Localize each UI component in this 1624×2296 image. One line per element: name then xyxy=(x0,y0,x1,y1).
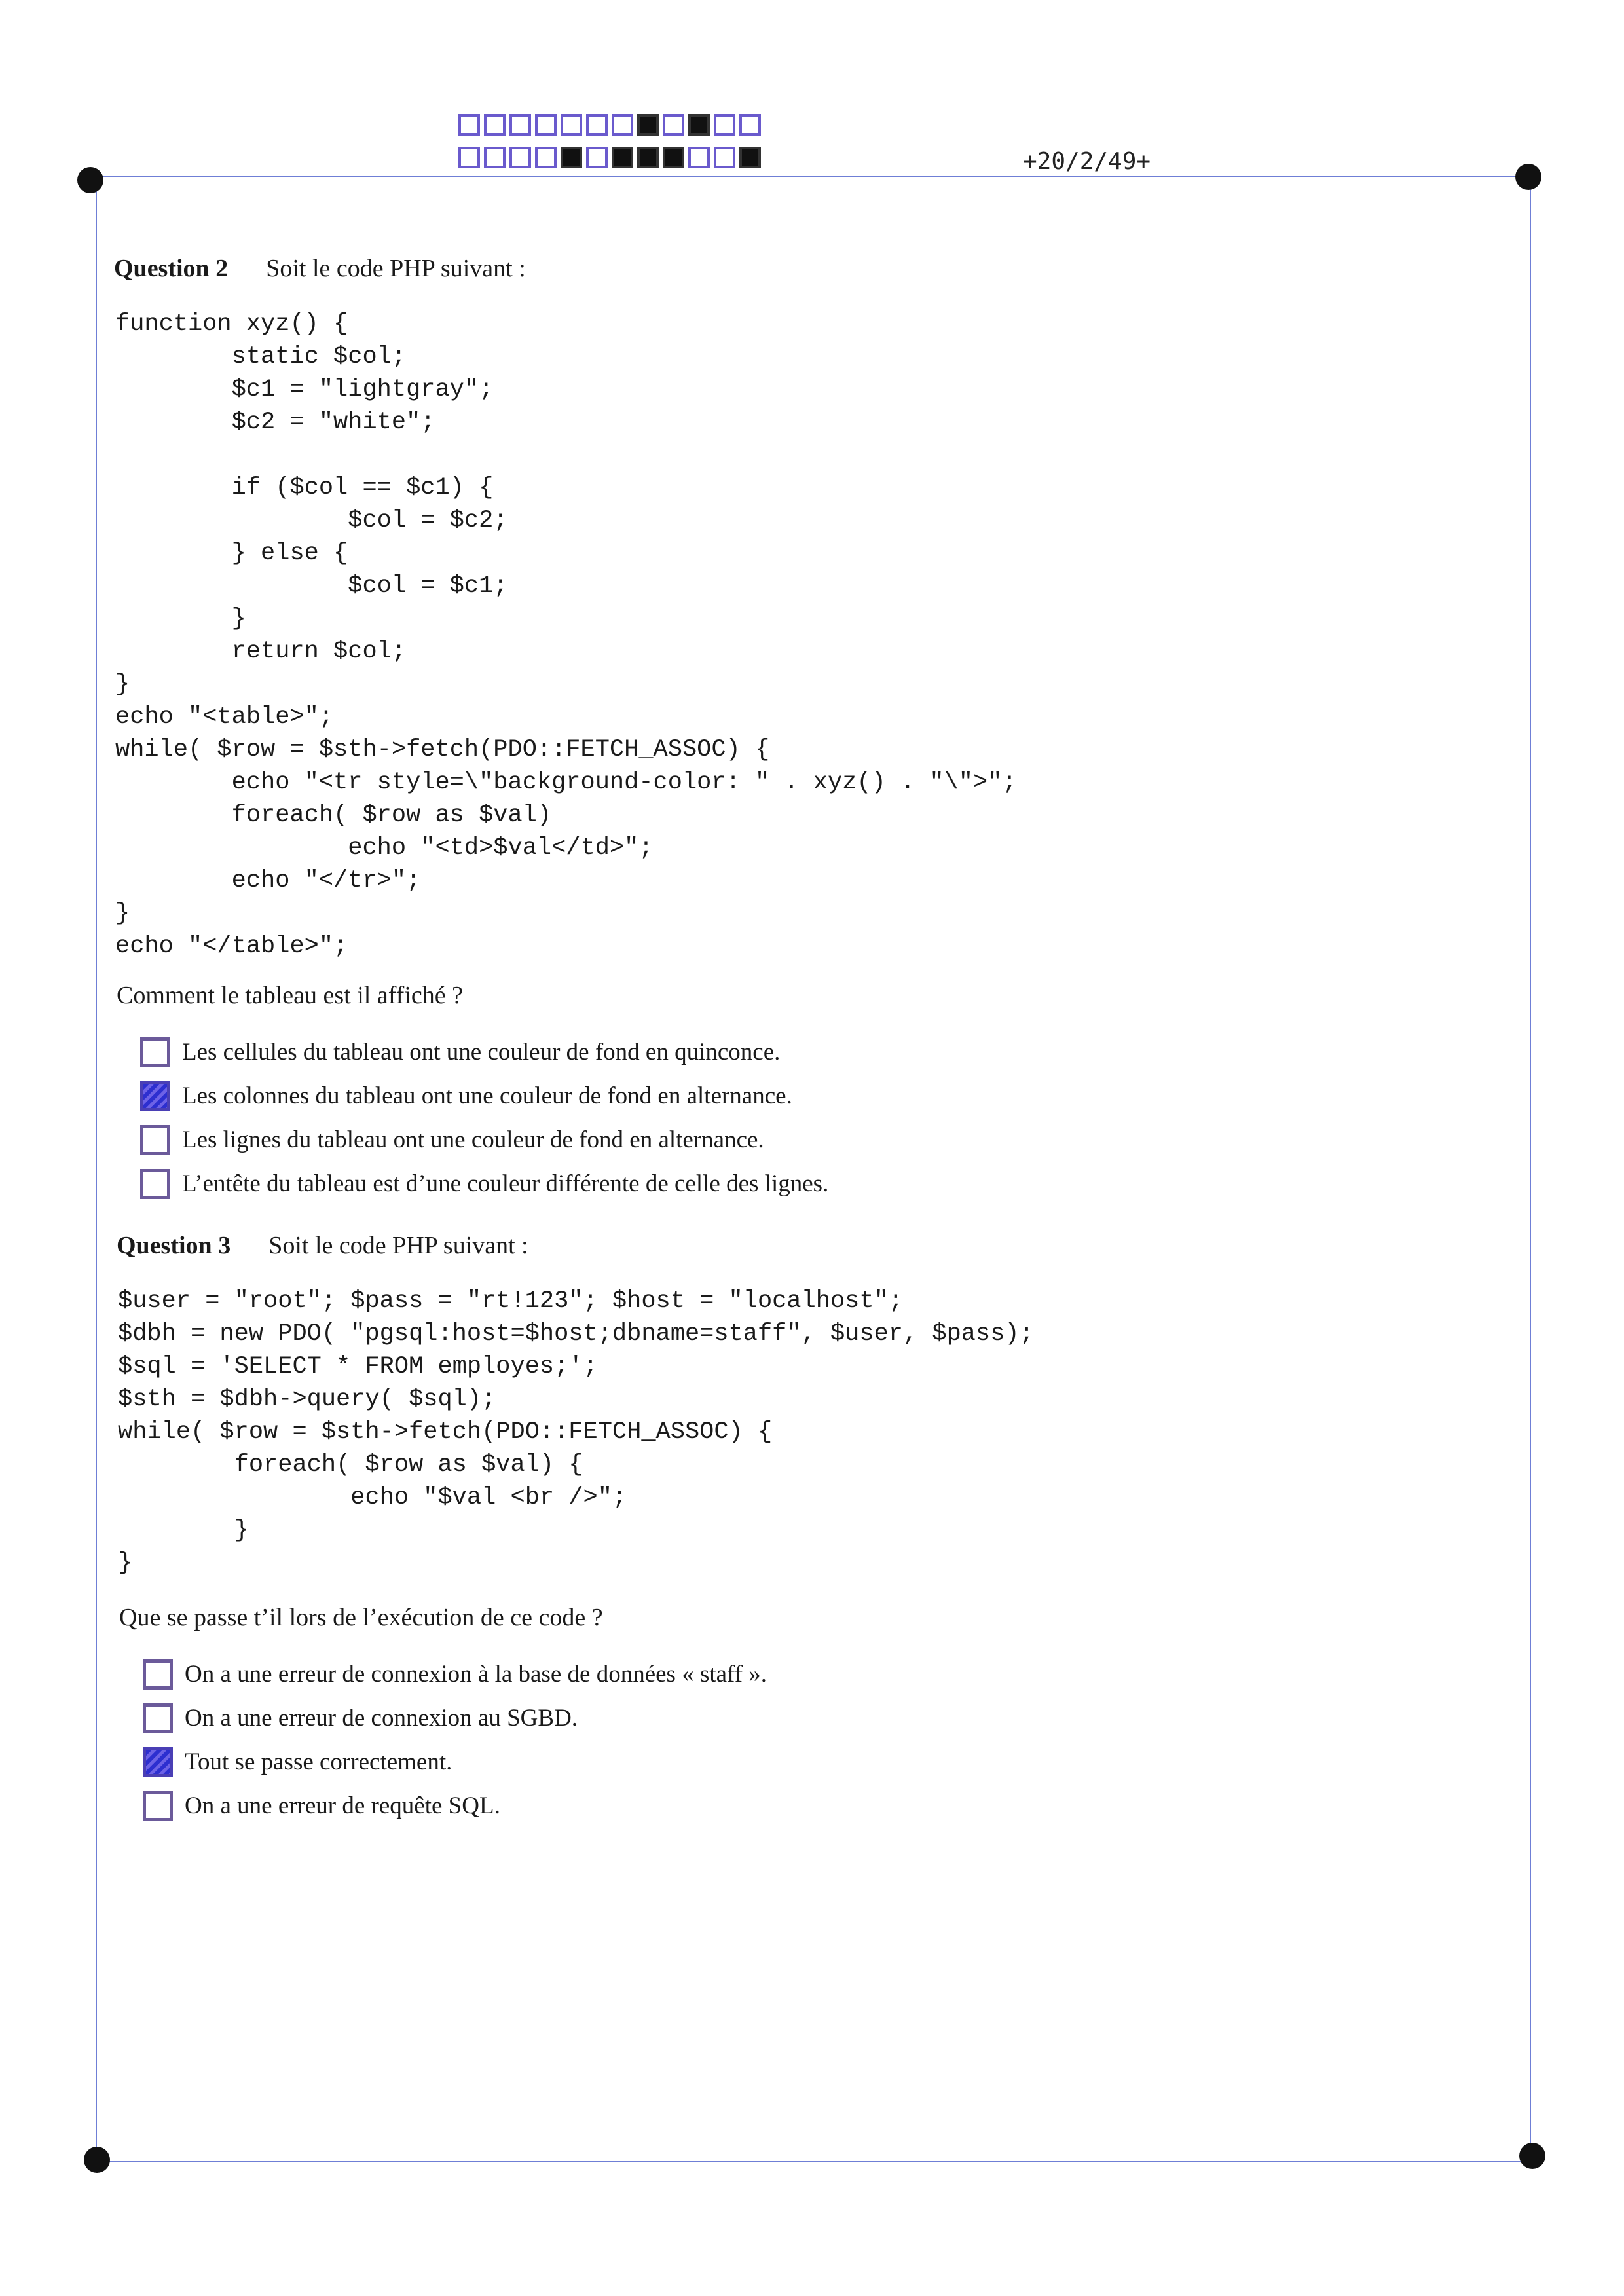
corner-mark-top-right xyxy=(1515,164,1541,190)
question-prompt: Que se passe t’il lors de l’exécution de ce code ? xyxy=(119,1604,603,1631)
answer-item[interactable] xyxy=(143,1696,767,1740)
answer-checkbox[interactable] xyxy=(140,1169,170,1199)
id-code-cell-empty xyxy=(714,147,735,168)
answer-item[interactable] xyxy=(143,1784,767,1828)
id-code-cell-empty xyxy=(714,114,735,136)
answer-text: Les colonnes du tableau ont une couleur de fond en alternance. xyxy=(182,1083,792,1109)
id-code-cell-filled xyxy=(637,147,659,168)
answer-checkbox[interactable] xyxy=(140,1125,170,1155)
answer-item[interactable] xyxy=(140,1162,828,1206)
question-intro: Soit le code PHP suivant : xyxy=(266,255,526,282)
code-block: $user = "root"; $pass = "rt!123"; $host = "localhost"; $dbh = new PDO( "pgsql:host=$host;dbname=staff", $user, $pass); $sql = 'SELECT * FROM employes;'; $sth = $dbh->query( $sql); while( $row = $sth->fetch(PDO::FETCH_ASSOC) { foreach( $row as $val) { echo "$val <br />"; } } xyxy=(118,1287,1034,1577)
id-code-row-1 xyxy=(458,114,765,141)
id-code-cell-filled xyxy=(612,147,633,168)
answer-text: On a une erreur de requête SQL. xyxy=(185,1792,500,1819)
question-label: Question 2 xyxy=(114,255,229,282)
answer-text: On a une erreur de connexion à la base de données « staff ». xyxy=(185,1661,767,1688)
answer-checkbox[interactable] xyxy=(140,1037,170,1067)
id-code-cell-filled xyxy=(561,147,582,168)
id-code-cell-empty xyxy=(535,147,557,168)
id-code-cell-empty xyxy=(509,114,531,136)
answer-item[interactable] xyxy=(140,1074,828,1118)
id-code-cell-empty xyxy=(509,147,531,168)
id-code-row-2 xyxy=(458,147,765,174)
question-2-header xyxy=(114,254,526,283)
id-code-cell-empty xyxy=(458,114,480,136)
id-code-cell-empty xyxy=(458,147,480,168)
corner-mark-bottom-left xyxy=(84,2147,110,2173)
answer-list xyxy=(140,1030,828,1206)
id-code-cell-filled xyxy=(663,147,684,168)
answer-item[interactable] xyxy=(140,1030,828,1074)
id-code-cell-empty xyxy=(535,114,557,136)
answer-checkbox[interactable] xyxy=(143,1791,173,1821)
answer-checkbox[interactable] xyxy=(143,1747,173,1777)
corner-mark-bottom-right xyxy=(1519,2143,1545,2169)
answer-item[interactable] xyxy=(143,1740,767,1784)
id-code-cell-empty xyxy=(663,114,684,136)
answer-checkbox[interactable] xyxy=(143,1703,173,1733)
code-block: function xyz() { static $col; $c1 = "lightgray"; $c2 = "white"; if ($col == $c1) { $col = $c2; } else { $col = $c1; } return $col; } echo "<table>"; while( $row = $sth->fetch(PDO::FETCH_ASSOC) { echo "<tr style=\"background-color: " . xyz() . "\">"; foreach( $row as $val) echo "<td>$val</td>"; echo "</tr>"; } echo "</table>"; xyxy=(115,310,1017,960)
page-id: +20/2/49+ xyxy=(1023,148,1151,175)
id-code-cell-empty xyxy=(484,147,506,168)
question-prompt: Comment le tableau est il affiché ? xyxy=(117,982,463,1009)
answer-list xyxy=(143,1652,767,1828)
id-code-cell-filled xyxy=(637,114,659,136)
id-code-cell-empty xyxy=(484,114,506,136)
answer-text: On a une erreur de connexion au SGBD. xyxy=(185,1705,578,1731)
id-code-boxes xyxy=(458,114,765,179)
id-code-cell-empty xyxy=(688,147,710,168)
answer-text: L’entête du tableau est d’une couleur différente de celle des lignes. xyxy=(182,1170,829,1197)
id-code-cell-filled xyxy=(739,147,761,168)
question-intro: Soit le code PHP suivant : xyxy=(268,1232,528,1259)
question-label: Question 3 xyxy=(117,1232,231,1259)
id-code-cell-empty xyxy=(586,147,608,168)
answer-item[interactable] xyxy=(143,1652,767,1696)
id-code-cell-empty xyxy=(739,114,761,136)
question-3-header xyxy=(117,1231,528,1260)
id-code-cell-filled xyxy=(688,114,710,136)
id-code-cell-empty xyxy=(586,114,608,136)
answer-text: Tout se passe correctement. xyxy=(185,1749,452,1775)
corner-mark-top-left xyxy=(77,167,103,193)
id-code-cell-empty xyxy=(612,114,633,136)
answer-text: Les cellules du tableau ont une couleur de fond en quinconce. xyxy=(182,1039,781,1065)
answer-item[interactable] xyxy=(140,1118,828,1162)
answer-checkbox[interactable] xyxy=(143,1659,173,1690)
answer-checkbox[interactable] xyxy=(140,1081,170,1111)
id-code-cell-empty xyxy=(561,114,582,136)
answer-text: Les lignes du tableau ont une couleur de fond en alternance. xyxy=(182,1126,764,1153)
